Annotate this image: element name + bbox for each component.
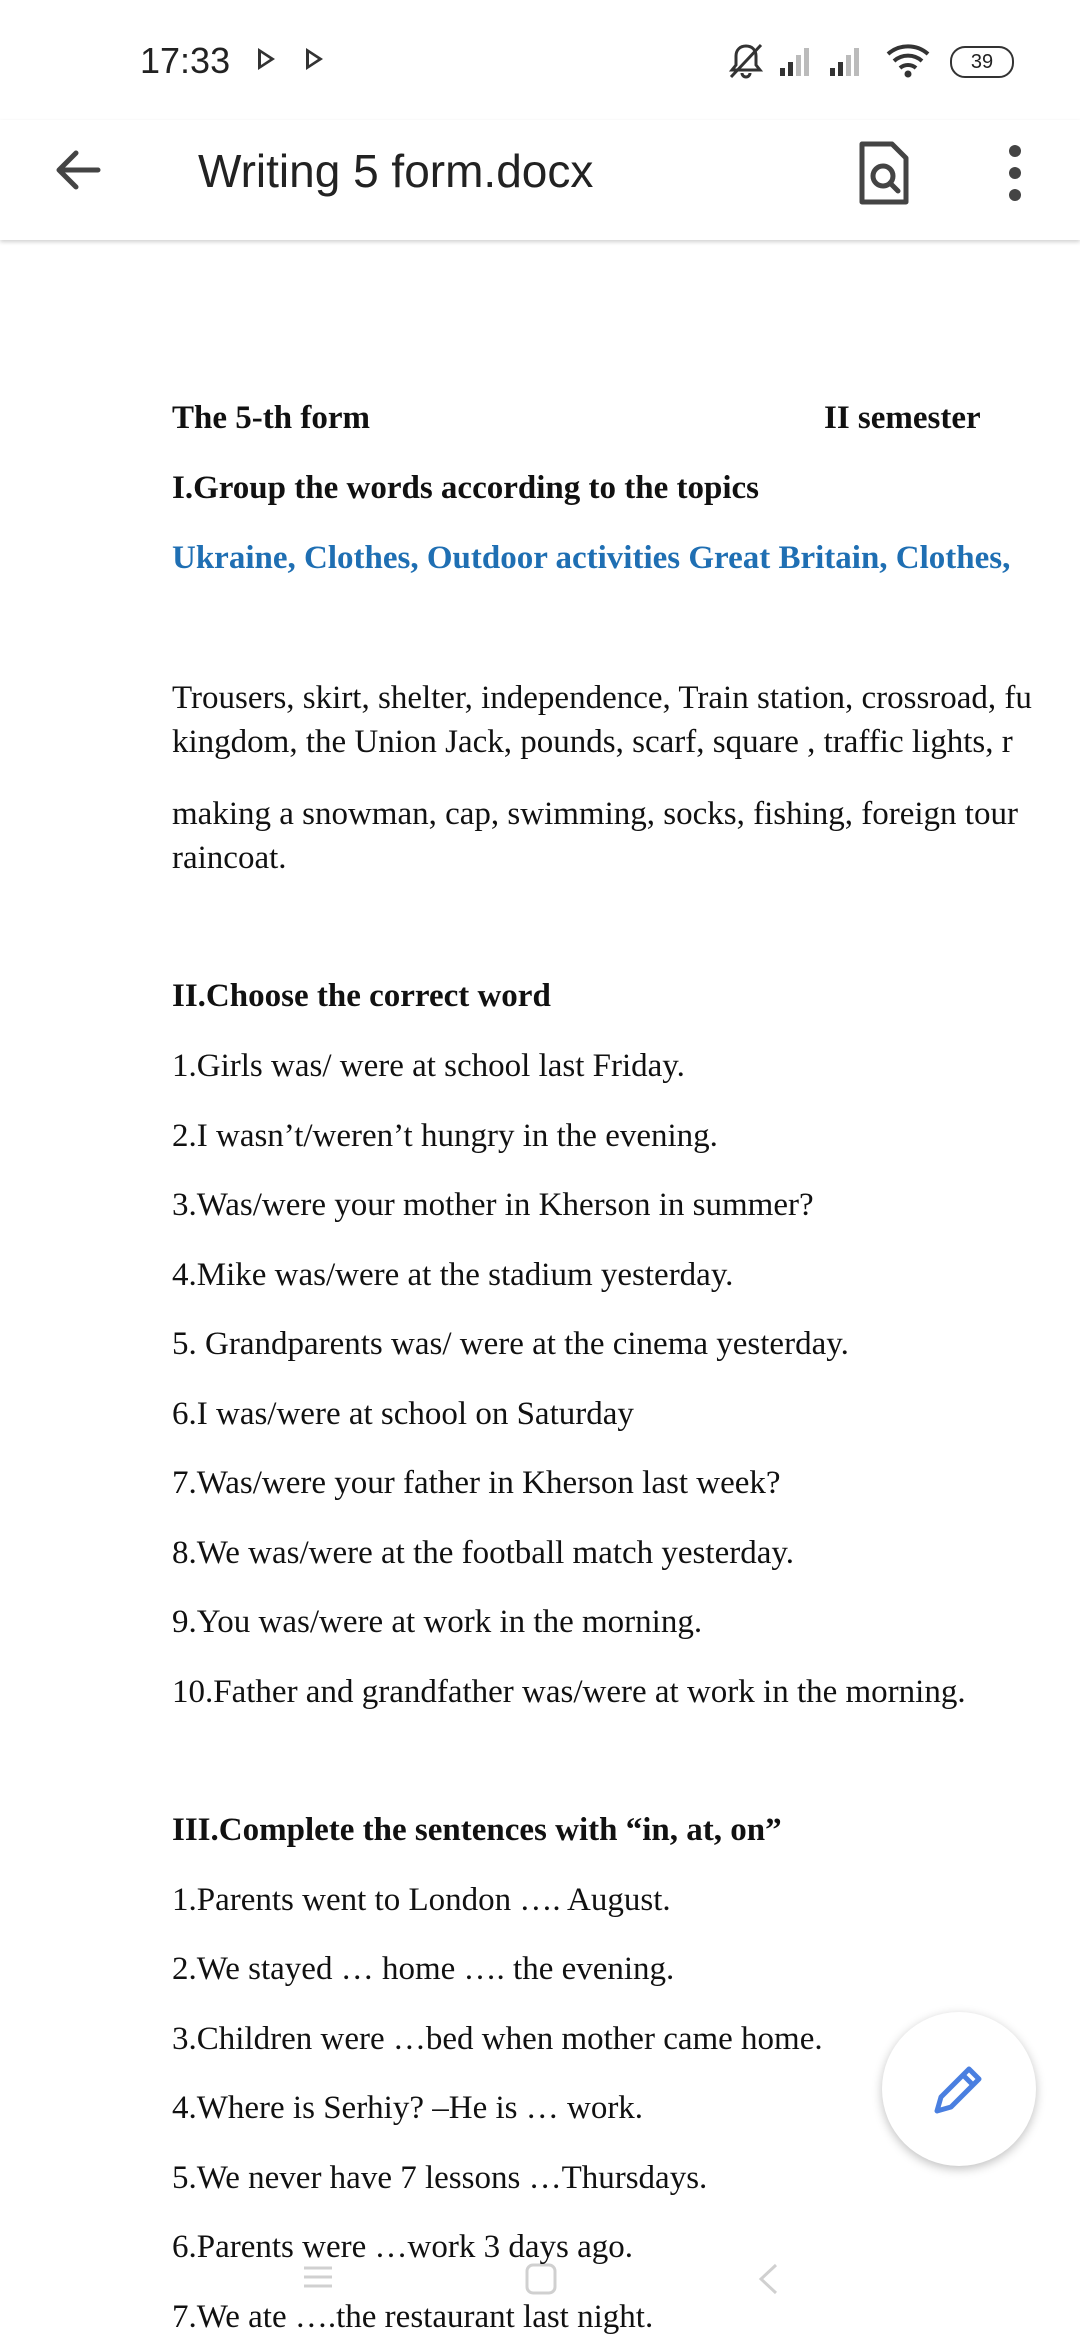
- nav-home-icon: [524, 2262, 558, 2296]
- exercise-3-item: 4.Where is Serhiy? –He is … work.: [172, 2090, 644, 2126]
- exercise-2-item: 8.We was/were at the football match yesterday.: [172, 1535, 794, 1571]
- exercise-2-item: 9.You was/were at work in the morning.: [172, 1604, 703, 1640]
- document-title: Writing 5 form.docx: [198, 145, 594, 197]
- exercise-2-item: 2.I wasn’t/weren’t hungry in the evening.: [172, 1118, 718, 1154]
- nav-recents-icon: [300, 2262, 336, 2292]
- section-2-title: II.Choose the correct word: [172, 978, 551, 1014]
- exercise-2-item: 3.Was/were your mother in Kherson in summer?: [172, 1187, 814, 1223]
- edit-pencil-icon: [929, 2059, 989, 2119]
- exercise-2-item: 7.Was/were your father in Kherson last week?: [172, 1465, 781, 1501]
- words-line-4: raincoat.: [172, 840, 287, 876]
- battery-indicator: 39: [950, 46, 1014, 78]
- status-time: 17:33: [140, 40, 231, 81]
- find-in-page-icon[interactable]: [854, 140, 914, 206]
- exercise-2-item: 10.Father and grandfather was/were at work in the morning.: [172, 1674, 966, 1710]
- mute-icon: [728, 42, 764, 80]
- words-line-2: kingdom, the Union Jack, pounds, scarf, square , traffic lights, r: [172, 724, 1013, 760]
- topics-list: Ukraine, Clothes, Outdoor activities Great Britain, Clothes,: [172, 540, 1011, 576]
- edit-button[interactable]: [882, 2012, 1036, 2166]
- exercise-3-item: 7.We ate ….the restaurant last night.: [172, 2299, 654, 2335]
- words-line-3: making a snowman, cap, swimming, socks, fishing, foreign tour: [172, 796, 1018, 832]
- exercise-2-item: 4.Mike was/were at the stadium yesterday.: [172, 1257, 734, 1293]
- exercise-3-item: 5.We never have 7 lessons …Thursdays.: [172, 2160, 708, 2196]
- form-heading: The 5-th form: [172, 400, 370, 436]
- exercise-3-item: 6.Parents were …work 3 days ago.: [172, 2229, 633, 2265]
- section-3-title: III.Complete the sentences with “in, at, on”: [172, 1812, 782, 1848]
- words-line-1: Trousers, skirt, shelter, independence, Train station, crossroad, fu: [172, 680, 1032, 716]
- exercise-3-item: 3.Children were …bed when mother came home.: [172, 2021, 823, 2057]
- section-1-title: I.Group the words according to the topics: [172, 470, 759, 506]
- exercise-2-item: 6.I was/were at school on Saturday: [172, 1396, 634, 1432]
- exercise-3-item: 1.Parents went to London …. August.: [172, 1882, 671, 1918]
- exercise-2-item: 1.Girls was/ were at school last Friday.: [172, 1048, 685, 1084]
- signal-icon: [778, 42, 818, 78]
- semester-heading: II semester: [824, 400, 981, 436]
- more-vert-icon[interactable]: [1000, 140, 1030, 206]
- play-store-notification-icon-2: [306, 48, 323, 70]
- exercise-3-item: 2.We stayed … home …. the evening.: [172, 1951, 675, 1987]
- status-bar: [0, 0, 1080, 120]
- signal-icon-2: [828, 42, 868, 78]
- exercise-2-item: 5. Grandparents was/ were at the cinema yesterday.: [172, 1326, 849, 1362]
- arrow-back-icon[interactable]: [48, 140, 108, 200]
- nav-back-icon: [756, 2262, 780, 2296]
- play-store-notification-icon: [258, 48, 275, 70]
- wifi-icon: [884, 42, 932, 80]
